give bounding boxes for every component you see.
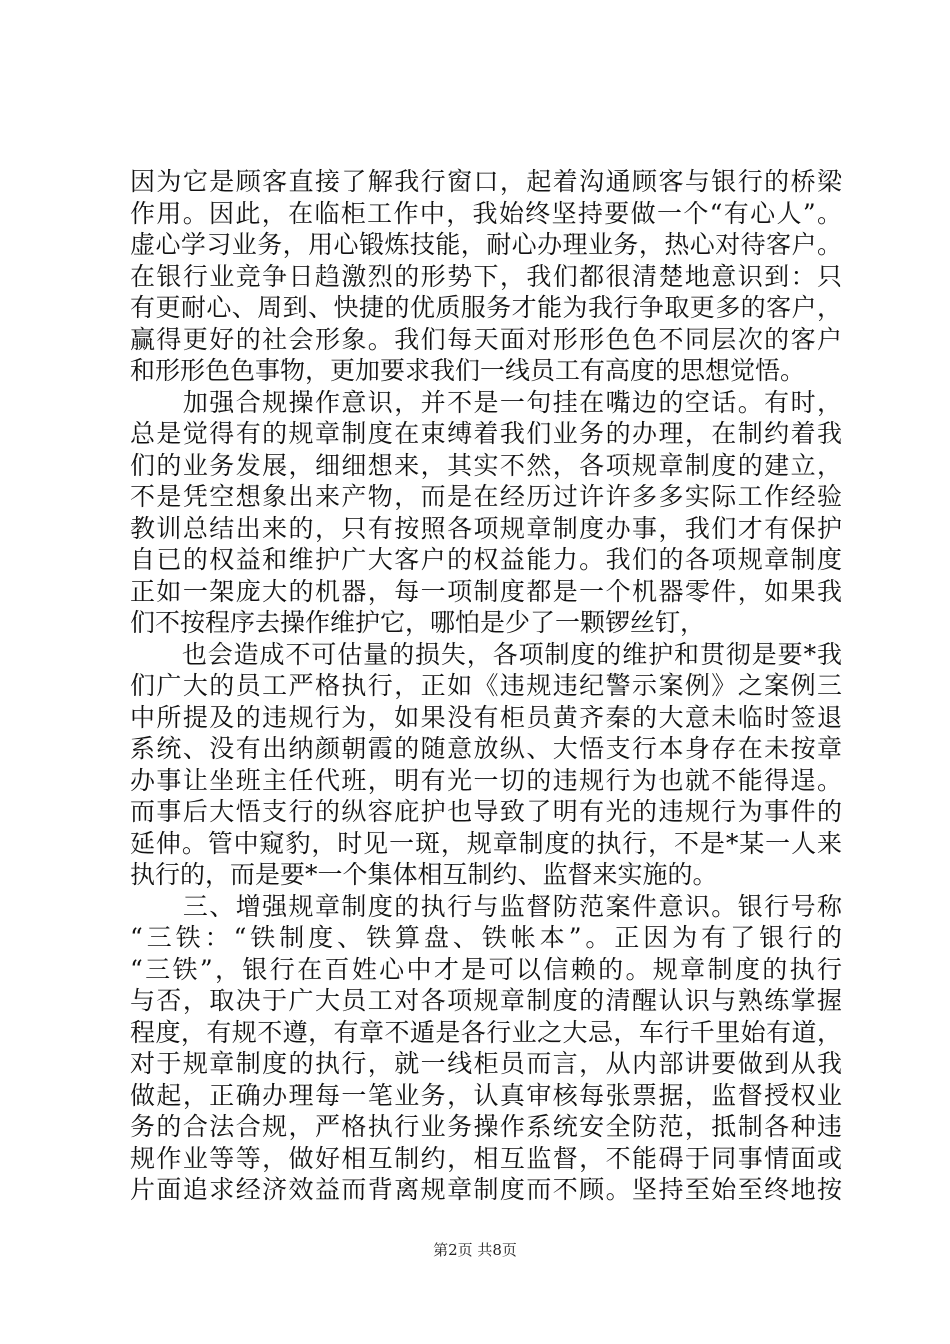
text-line: 们的业务发展，细细想来，其实不然，各项规章制度的建立，	[130, 450, 842, 480]
text-line: 务的合法合规，严格执行业务操作系统安全防范，抵制各种违	[130, 1112, 842, 1141]
body-text	[130, 166, 842, 1206]
text-line: 做起，正确办理每一笔业务，认真审核每张票据，监督授权业	[130, 1080, 842, 1110]
text-line: 作用。因此，在临柜工作中，我始终坚持要做一个“有心人”。	[130, 198, 842, 228]
text-line: 中所提及的违规行为，如果没有柜员黄齐秦的大意未临时签退	[130, 702, 842, 732]
text-line: “三铁”，银行在百姓心中才是可以信赖的。规章制度的执行	[130, 954, 842, 984]
text-line: 而事后大悟支行的纵容庇护也导致了明有光的违规行为事件的	[130, 797, 842, 826]
text-line: 系统、没有出纳颜朝霞的随意放纵、大悟支行本身存在未按章	[130, 734, 842, 763]
text-line: 执行的，而是要*一个集体相互制约、监督来实施的。	[130, 860, 718, 889]
text-line: 因为它是顾客直接了解我行窗口，起着沟通顾客与银行的桥梁	[130, 167, 842, 196]
text-line: 赢得更好的社会形象。我们每天面对形形色色不同层次的客户	[130, 324, 842, 354]
text-line: 加强合规操作意识，并不是一句挂在嘴边的空话。有时，	[130, 387, 842, 417]
text-line: 不是凭空想象出来产物，而是在经历过许许多多实际工作经验	[130, 482, 842, 511]
text-line: 在银行业竞争日趋激烈的形势下，我们都很清楚地意识到：只	[130, 261, 842, 291]
text-line: 也会造成不可估量的损失，各项制度的维护和贯彻是要*我	[130, 639, 842, 669]
text-line: 们广大的员工严格执行，正如《违规违纪警示案例》之案例三	[130, 671, 842, 700]
text-line: 有更耐心、周到、快捷的优质服务才能为我行争取更多的客户，	[130, 293, 842, 322]
page-footer	[0, 1240, 950, 1260]
text-line: 们不按程序去操作维护它，哪怕是少了一颗锣丝钉，	[130, 608, 706, 637]
text-line: 与否，取决于广大员工对各项规章制度的清醒认识与熟练掌握	[130, 986, 842, 1015]
text-line: “三铁：“铁制度、铁算盘、铁帐本”。正因为有了银行的	[130, 923, 842, 952]
text-line: 延伸。管中窥豹，时见一斑，规章制度的执行，不是*某一人来	[130, 828, 842, 858]
text-line: 总是觉得有的规章制度在束缚着我们业务的办理，在制约着我	[130, 419, 842, 448]
text-line: 程度，有规不遵，有章不遁是各行业之大忌，车行千里始有道，	[130, 1017, 842, 1047]
text-line: 办事让坐班主任代班，明有光一切的违规行为也就不能得逞。	[130, 765, 842, 795]
text-line: 三、增强规章制度的执行与监督防范案件意识。银行号称	[130, 891, 842, 921]
text-line: 对于规章制度的执行，就一线柜员而言，从内部讲要做到从我	[130, 1049, 842, 1078]
text-line: 片面追求经济效益而背离规章制度而不顾。坚持至始至终地按	[130, 1175, 842, 1204]
text-line: 和形形色色事物，更加要求我们一线员工有高度的思想觉悟。	[130, 356, 806, 385]
text-line: 虚心学习业务，用心锻炼技能，耐心办理业务，热心对待客户。	[130, 230, 842, 259]
text-line: 正如一架庞大的机器，每一项制度都是一个机器零件，如果我	[130, 576, 842, 606]
text-line: 自已的权益和维护广大客户的权益能力。我们的各项规章制度	[130, 545, 842, 574]
text-line: 教训总结出来的，只有按照各项规章制度办事，我们才有保护	[130, 513, 842, 543]
page-number: 第2页 共8页	[433, 1241, 517, 1259]
text-line: 规作业等等，做好相互制约，相互监督，不能碍于同事情面或	[130, 1143, 842, 1173]
